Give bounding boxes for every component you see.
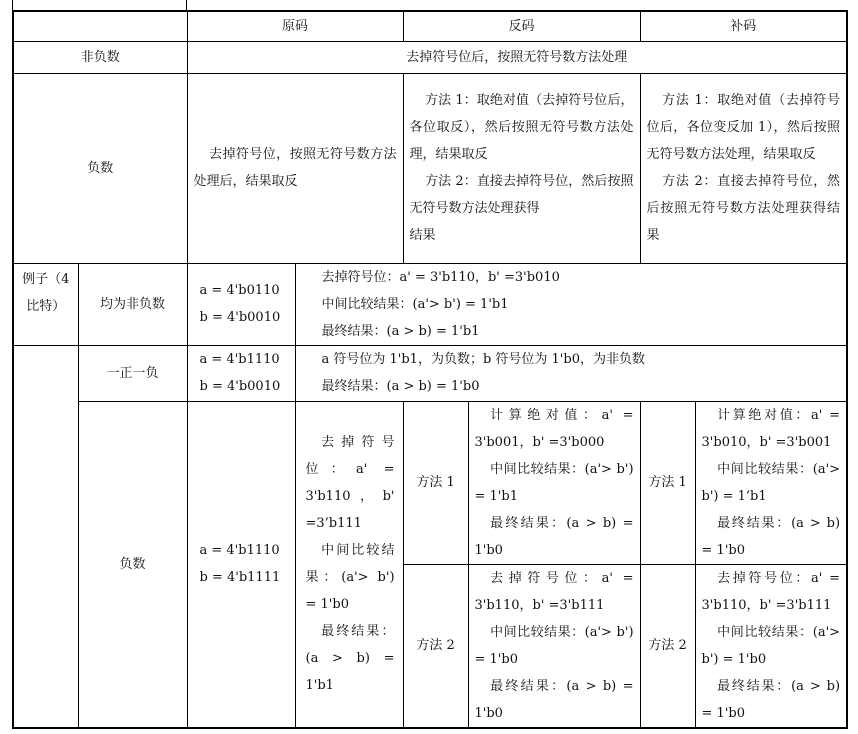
- example-neg-ones-m1-line1: 计算绝对值：a' = 3'b001，b' =3'b000: [474, 407, 634, 450]
- example-mixed-operands: [187, 345, 295, 401]
- example-row-mixed: [13, 345, 847, 401]
- example-mixed-label: 一正一负: [78, 345, 187, 401]
- example-neg-ones-method2: [468, 564, 640, 728]
- example-neg-operands: [187, 401, 295, 728]
- example-neg-orig-line3: 最终结果：(a > b) = 1'b1: [305, 624, 395, 694]
- example-neg-twos-method1-label: 方法 1: [640, 401, 695, 564]
- example-neg-ones-method1-label: 方法 1: [403, 401, 468, 564]
- nonneg-rule: 去掉符号位后，按照无符号数方法处理: [187, 41, 847, 73]
- neg-twos-method2: 方法 2：直接去掉符号位，然后按照无符号数方法处理获得结果: [646, 174, 841, 243]
- header-blank-cell: [13, 11, 187, 41]
- header-twos-complement: 补码: [640, 11, 847, 41]
- example-nonneg-line2: 中间比较结果：(a'> b') = 1'b1: [321, 296, 509, 312]
- neg-ones-method2-end: 结果: [409, 228, 436, 243]
- neg-original-rule: 去掉符号位，按照无符号数方法处理后，结果取反: [193, 147, 397, 189]
- example-label-cont: [13, 345, 78, 728]
- example-nonneg-operands: [187, 263, 295, 345]
- example-neg-twos-method1: [695, 401, 847, 564]
- example-nonneg-b: b = 4'b0010: [199, 310, 281, 325]
- table-top-stub: [12, 0, 386, 10]
- example-nonneg-line1: 去掉符号位：a' = 3'b110，b' =3'b010: [321, 269, 560, 285]
- example-nonneg-line3: 最终结果：(a > b) = 1'b1: [321, 323, 480, 339]
- example-neg-twos-method2: [695, 564, 847, 728]
- example-neg-ones-method1: [468, 401, 640, 564]
- example-neg-orig-line1: 去掉符号位：a' = 3'b110，b' =3’b111: [305, 435, 395, 532]
- example-neg-twos-m1-line3: 最终结果：(a > b) = 1'b0: [701, 515, 841, 558]
- example-neg-orig-line2: 中间比较结果：(a'> b') = 1'b0: [305, 543, 395, 613]
- example-nonneg-a: a = 4'b0110: [199, 283, 280, 298]
- neg-twos-method1: 方法 1：取绝对值（去掉符号位后，各位变反加 1），然后按照无符号数方法处理，结果取反: [646, 93, 841, 162]
- nonneg-label: 非负数: [13, 41, 187, 73]
- example-neg-ones-m2-line2: 中间比较结果：(a'> b') = 1'b0: [474, 624, 634, 667]
- comparison-table: [12, 10, 848, 729]
- example-nonneg-label: 均为非负数: [78, 263, 187, 345]
- neg-row: [13, 73, 847, 263]
- example-neg-ones-m1-line3: 最终结果：(a > b) = 1'b0: [474, 515, 634, 558]
- example-mixed-line2: 最终结果：(a > b) = 1'b0: [321, 379, 480, 394]
- example-neg-b: b = 4'b1111: [199, 570, 281, 586]
- example-mixed-line1: a 符号位为 1'b1，为负数；b 符号位为 1'b0，为非负数: [321, 352, 645, 367]
- example-neg-twos-m2-line2: 中间比较结果：(a'> b') = 1'b0: [701, 624, 841, 667]
- example-neg-original: [295, 401, 403, 728]
- example-neg-a: a = 4'b1110: [199, 543, 280, 559]
- neg-original-cell: [187, 73, 403, 263]
- example-row-nonneg: [13, 263, 847, 345]
- example-neg-ones-m2-line1: 去掉符号位：a' = 3'b110，b' =3'b111: [474, 570, 634, 613]
- neg-twos-cell: [640, 73, 847, 263]
- header-ones-complement: 反码: [403, 11, 640, 41]
- neg-ones-cell: [403, 73, 640, 263]
- example-mixed-b: b = 4'b0010: [199, 379, 281, 394]
- header-row: [13, 11, 847, 41]
- example-neg-label: 负数: [78, 401, 187, 728]
- example-neg-ones-m1-line2: 中间比较结果：(a'> b') = 1'b1: [474, 461, 634, 504]
- example-neg-twos-m1-line2: 中间比较结果：(a'> b') = 1’b1: [701, 461, 841, 504]
- example-mixed-a: a = 4'b1110: [199, 352, 280, 367]
- example-label: 例子（4 比特）: [13, 263, 78, 345]
- nonneg-row: [13, 41, 847, 73]
- example-row-neg-m1: [13, 401, 847, 564]
- neg-ones-method2: 方法 2：直接去掉符号位，然后按照无符号数方法处理获得: [409, 174, 634, 216]
- example-neg-twos-method2-label: 方法 2: [640, 564, 695, 728]
- example-neg-ones-m2-line3: 最终结果：(a > b) = 1'b0: [474, 678, 634, 721]
- example-nonneg-result: [295, 263, 847, 345]
- example-neg-twos-m2-line3: 最终结果：(a > b) = 1'b0: [701, 678, 841, 721]
- neg-label: 负数: [13, 73, 187, 263]
- neg-ones-method1: 方法 1：取绝对值（去掉符号位后，各位取反），然后按照无符号数方法处理，结果取反: [409, 93, 634, 162]
- example-neg-twos-m1-line1: 计算绝对值：a' = 3'b010，b' =3'b001: [701, 407, 841, 450]
- header-original-code: 原码: [187, 11, 403, 41]
- example-mixed-result: [295, 345, 847, 401]
- example-neg-twos-m2-line1: 去掉符号位：a' = 3'b110，b' =3'b111: [701, 570, 841, 613]
- example-neg-ones-method2-label: 方法 2: [403, 564, 468, 728]
